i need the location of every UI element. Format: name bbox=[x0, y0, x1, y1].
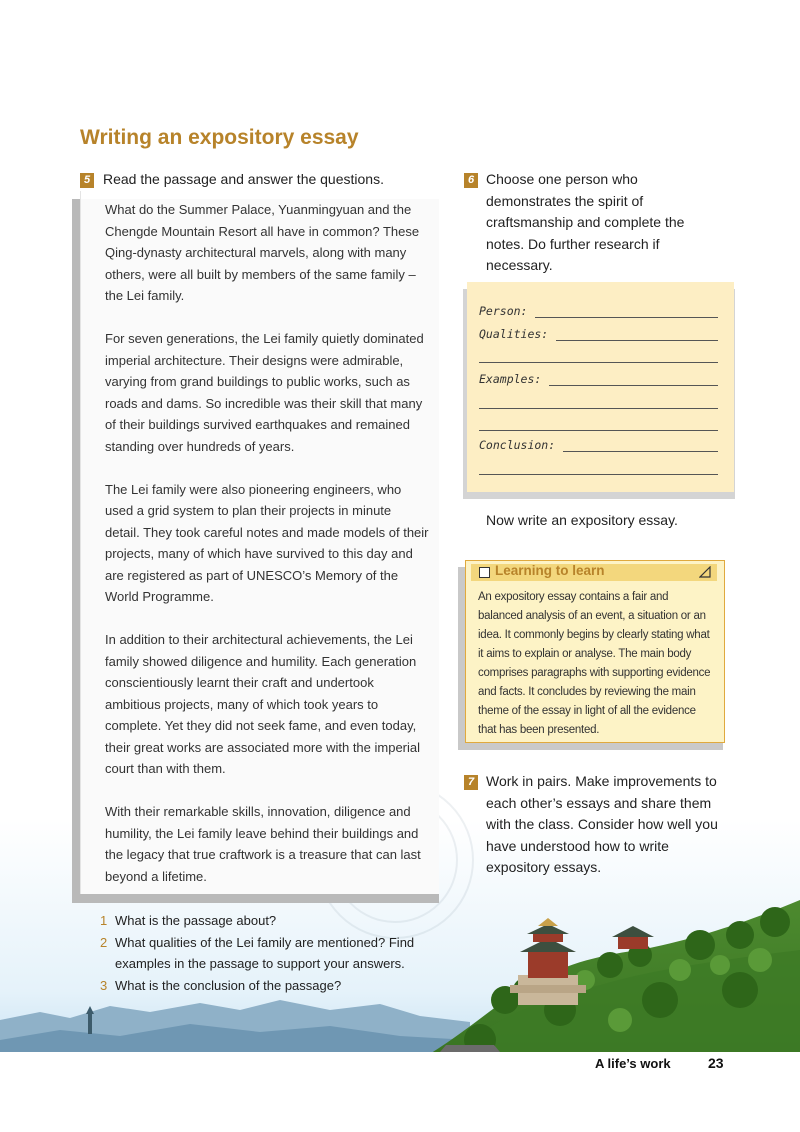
passage-paragraph: What do the Summer Palace, Yuanmingyuan and the Chengde Mountain Resort all have in common? These Qing-dynasty architectural marvels, along with many others, were all built by members of the same family – the Lei family. bbox=[105, 202, 420, 303]
note-examples-row bbox=[479, 366, 718, 386]
note-qualities-input[interactable] bbox=[556, 328, 718, 341]
notes-card bbox=[467, 282, 734, 492]
note-blank-line[interactable] bbox=[479, 418, 718, 431]
exercise-5-badge: 5 bbox=[80, 173, 94, 188]
checkbox-icon bbox=[479, 567, 490, 578]
note-conclusion-row bbox=[479, 432, 718, 452]
learning-to-learn-text: An expository essay contains a fair and balanced analysis of an event, a situation or an idea. It commonly begins by clearly stating what it aims to explain or analyse. The main body comprises paragraphs with supporting evidence and facts. It concludes by reviewing the main theme of the essay in light of all the evidence that has been presented. bbox=[478, 591, 711, 736]
passage-paragraph: With their remarkable skills, innovation, diligence and humility, the Lei family leave behind their buildings and the legacy that true craftwork is a treasure that can last beyond a lifetime. bbox=[105, 804, 421, 884]
question-item bbox=[100, 975, 440, 997]
passage-paragraph: The Lei family were also pioneering engineers, who used a grid system to plan their projects in minute detail. They took careful notes and made models of their projects, many of which have survived to this day and are registered as part of UNESCO’s Memory of the World Programme. bbox=[105, 481, 429, 604]
note-blank-row bbox=[479, 455, 718, 475]
note-blank-line[interactable] bbox=[479, 396, 718, 409]
passage-paragraph: For seven generations, the Lei family quietly dominated imperial architecture. Their designs were admirable, varying from grand buildings to public works, such as roads and dams. So incredible was their skill that many of their buildings survived earthquakes and remained standing over hundreds of years. bbox=[105, 331, 424, 454]
exercise-7-instruction: Work in pairs. Make improvements to each other’s essays and share them with the class. Consider how well you have understood how to write expository essays. bbox=[486, 773, 718, 875]
note-qualities-row bbox=[479, 321, 718, 341]
note-examples-input[interactable] bbox=[549, 373, 718, 386]
footer-unit-title: A life’s work bbox=[595, 1056, 671, 1071]
learning-to-learn-title: Learning to learn bbox=[495, 563, 605, 578]
passage-box bbox=[80, 191, 439, 894]
note-conclusion-label: Conclusion: bbox=[479, 438, 556, 452]
page-number: 23 bbox=[708, 1055, 724, 1071]
question-number: 1 bbox=[100, 913, 108, 928]
note-blank-row bbox=[479, 389, 718, 409]
section-title: Writing an expository essay bbox=[80, 126, 359, 149]
note-person-row bbox=[479, 298, 718, 318]
question-text: What is the conclusion of the passage? bbox=[115, 977, 342, 993]
question-text: What qualities of the Lei family are mentioned? Find examples in the passage to support your answers. bbox=[115, 934, 415, 971]
note-conclusion-input[interactable] bbox=[563, 439, 718, 452]
exercise-7-badge: 7 bbox=[464, 775, 478, 790]
question-item bbox=[100, 932, 440, 975]
exercise-6-instruction: Choose one person who demonstrates the spirit of craftsmanship and complete the notes. Do further research if necessary. bbox=[486, 171, 685, 273]
note-blank-row bbox=[479, 343, 718, 363]
exercise-6-badge: 6 bbox=[464, 173, 478, 188]
note-person-label: Person: bbox=[479, 304, 528, 318]
question-text: What is the passage about? bbox=[115, 913, 277, 928]
note-examples-label: Examples: bbox=[479, 372, 542, 386]
now-write-instruction: Now write an expository essay. bbox=[486, 512, 678, 528]
question-number: 3 bbox=[100, 977, 108, 993]
note-blank-line[interactable] bbox=[479, 350, 718, 363]
corner-triangle-icon bbox=[699, 566, 711, 578]
learning-to-learn-box bbox=[465, 560, 725, 743]
note-blank-row bbox=[479, 411, 718, 431]
question-list bbox=[100, 910, 440, 996]
question-item bbox=[100, 910, 440, 932]
note-blank-line[interactable] bbox=[479, 462, 718, 475]
passage-text bbox=[105, 199, 429, 887]
note-qualities-label: Qualities: bbox=[479, 327, 549, 341]
passage-paragraph: In addition to their architectural achievements, the Lei family showed diligence and humility. Each generation conscientiously learnt their craft and undertook ambitious projects, many of which took years to complete. Yet they did not seek fame, and even today, their great works are associated more with the imperial court than with them. bbox=[105, 632, 421, 776]
learning-to-learn-header bbox=[471, 564, 717, 581]
exercise-5-instruction: Read the passage and answer the questions. bbox=[103, 171, 384, 187]
note-person-input[interactable] bbox=[535, 305, 718, 318]
question-number: 2 bbox=[100, 934, 108, 950]
